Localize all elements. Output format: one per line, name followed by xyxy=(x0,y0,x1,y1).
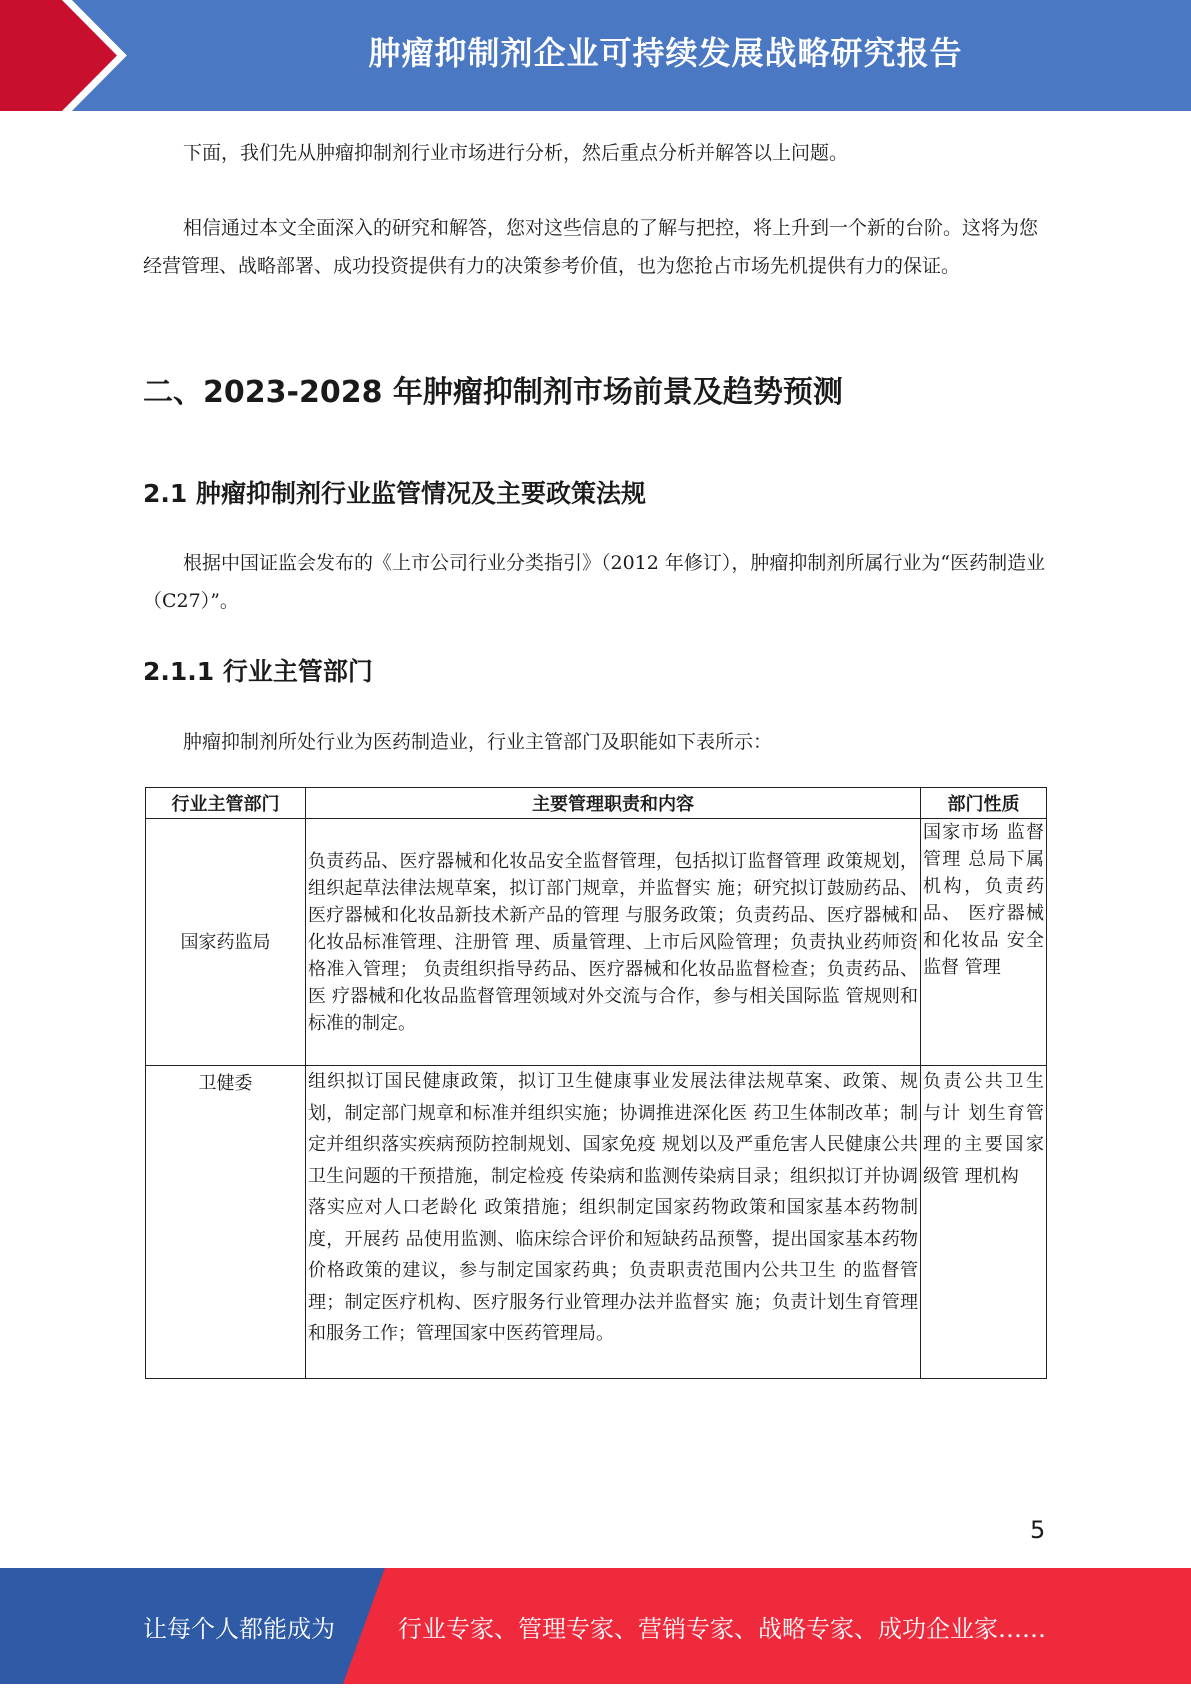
page-header xyxy=(0,0,1191,111)
duties-cell: 负责药品、医疗器械和化妆品安全监督管理，包括拟订监督管理 政策规划，组织起草法律法规草案，拟订部门规章，并监督实 施；研究拟订鼓励药品、医疗器械和化妆品新技术新产品的管理 与服务政策；负责药品、医疗器械和化妆品标准管理、注册管 理、质量管理、上市后风险管理；负责执业药师资格准入管理； 负责组织指导药品、医疗器械和化妆品监督检查；负责药品、医 疗器械和化妆品监督管理领域对外交流与合作，参与相关国际监 管规则和标准的制定。 xyxy=(306,819,921,1066)
table-row xyxy=(146,1066,1047,1379)
intro-paragraph-2: 相信通过本文全面深入的研究和解答，您对这些信息的了解与把控，将上升到一个新的台阶。这将为您经营管理、战略部署、成功投资提供有力的决策参考价值，也为您抢占市场先机提供有力的保证。 xyxy=(143,217,1039,277)
intro-paragraph-1: 下面，我们先从肿瘤抑制剂行业市场进行分析，然后重点分析并解答以上问题。 xyxy=(183,142,849,164)
nature-cell: 负责公共卫生与计 划生育管 理的主要国家级管 理机构 xyxy=(921,1066,1047,1379)
report-title: 肿瘤抑制剂企业可持续发展战略研究报告 xyxy=(368,34,963,72)
column-header-nature: 部门性质 xyxy=(921,788,1047,819)
column-header-duties: 主要管理职责和内容 xyxy=(306,788,921,819)
page-footer xyxy=(0,1568,1191,1684)
table-row xyxy=(146,819,1047,1066)
table-header-row xyxy=(146,788,1047,819)
duties-cell: 组织拟订国民健康政策，拟订卫生健康事业发展法律法规草案、政策、规划，制定部门规章和标准并组织实施；协调推进深化医 药卫生体制改革；制定并组织落实疾病预防控制规划、国家免疫 规划以及严重危害人民健康公共卫生问题的干预措施，制定检疫 传染病和监测传染病目录；组织拟订并协调落实应对人口老龄化 政策措施；组织制定国家药物政策和国家基本药物制度，开展药 品使用监测、临床综合评价和短缺药品预警，提出国家基本药物 价格政策的建议，参与制定国家药典；负责职责范围内公共卫生 的监督管理；制定医疗机构、医疗服务行业管理办法并监督实 施；负责计划生育管理和服务工作；管理国家中医药管理局。 xyxy=(306,1066,921,1379)
regulatory-authority-table xyxy=(145,787,1047,1379)
footer-slogan-right: 行业专家、管理专家、营销专家、战略专家、成功企业家…… xyxy=(398,1615,1046,1643)
dept-cell: 国家药监局 xyxy=(146,819,306,1066)
dept-cell: 卫健委 xyxy=(146,1066,306,1379)
page-number: 5 xyxy=(1030,1516,1046,1544)
subsection-heading-2-1-1: 2.1.1 行业主管部门 xyxy=(143,657,373,686)
footer-slogan-left: 让每个人都能成为 xyxy=(143,1615,335,1643)
section-heading: 二、2023-2028 年肿瘤抑制剂市场前景及趋势预测 xyxy=(143,375,843,410)
header-chevron-decoration xyxy=(0,0,150,111)
subsection-heading-2-1: 2.1 肿瘤抑制剂行业监管情况及主要政策法规 xyxy=(143,479,646,508)
subsection-2-1-paragraph: 根据中国证监会发布的《上市公司行业分类指引》（2012 年修订），肿瘤抑制剂所属行业为“医药制造业（C27）”。 xyxy=(143,552,1046,612)
column-header-dept: 行业主管部门 xyxy=(146,788,306,819)
subsection-2-1-1-paragraph: 肿瘤抑制剂所处行业为医药制造业，行业主管部门及职能如下表所示： xyxy=(183,731,773,753)
nature-cell: 国家市场 监督管理 总局下属 机构，负责药品、 医疗器械 和化妆品 安全监督 管理 xyxy=(921,819,1047,1066)
